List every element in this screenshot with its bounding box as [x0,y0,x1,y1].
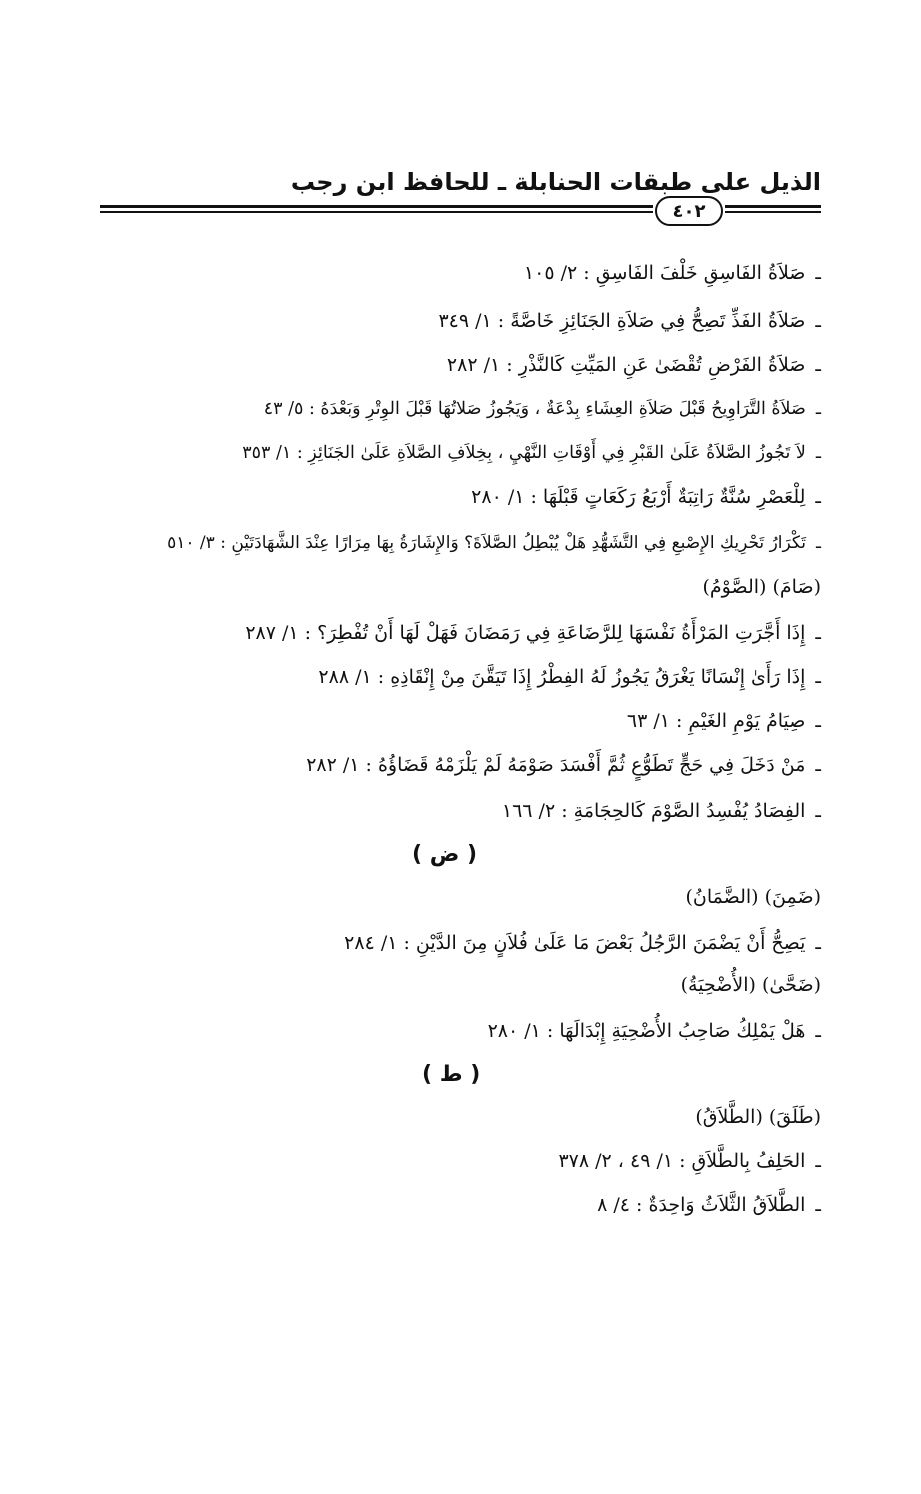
page-number: ٤٠٢ [655,196,723,226]
root-heading: (ضَمِنَ) (الضَّمَانُ) [685,886,821,908]
index-entry [245,618,821,648]
rule-line [100,205,653,208]
rule-line [725,205,821,208]
bullet: ـ [815,622,821,644]
entry-text: إِذَا أَجَّرَتِ المَرْأَةُ نَفْسَهَا لِلرَّضَاعَةِ فِي رَمَضَانَ فَهَلْ لَهَا أَنْ تُفْطِرَ؟ : ١/ ٢٨٧ [245,622,806,644]
index-entry [558,1146,821,1176]
index-entry [438,306,821,336]
entry-text: صَلاَةُ الفَاسِقِ خَلْفَ الفَاسِقِ : ٢/ ١٠٥ [523,262,806,284]
bullet: ـ [815,354,821,376]
index-entry [488,1016,821,1046]
entry-text: الحَلِفُ بِالطَّلاَقِ : ١/ ٤٩ ، ٢/ ٣٧٨ [558,1150,806,1172]
header-rule-right [725,205,821,217]
index-entry [597,1190,821,1220]
rule-line [100,211,653,213]
entry-text: إِذَا رَأَىٰ إِنْسَانًا يَغْرَقُ يَجُوزُ لَهُ الفِطْرُ إِذَا تَيَقَّنَ مِنْ إِنْقَاذِهِ : ١/ ٢٨٨ [318,666,806,688]
entry-text: صَلاَةُ الفَرْضِ تُقْضَىٰ عَنِ المَيِّتِ كَالنَّذْرِ : ١/ ٢٨٢ [446,354,806,376]
bullet: ـ [815,1194,821,1216]
entry-text: صَلاَةُ الفَذِّ تَصِحُّ فِي صَلاَةِ الجَنَائِزِ خَاصَّةً : ١/ ٣٤٩ [438,310,806,332]
index-entry [306,750,821,780]
running-title: الذيل على طبقات الحنابلة ـ للحافظ ابن رجب [290,168,821,196]
entry-text: الطَّلاَقُ الثَّلاَثُ وَاحِدَةٌ : ٤/ ٨ [597,1194,806,1216]
index-entry [167,528,821,558]
entry-text: يَصِحُّ أَنْ يَضْمَنَ الرَّجُلُ بَعْضَ مَا عَلَىٰ فُلاَنٍ مِنَ الدَّيْنِ : ١/ ٢٨٤ [344,932,806,954]
entry-text: صِيَامُ يَوْمِ الغَيْمِ : ١/ ٦٣ [626,710,806,732]
index-entry [344,928,821,958]
root-heading: (صَامَ) (الصَّوْمُ) [702,576,821,598]
index-entry [471,482,821,512]
rule-line [725,211,821,213]
bullet: ـ [815,666,821,688]
section-letter-dad: ( ض ) [412,842,478,867]
entry-text: هَلْ يَمْلِكُ صَاحِبُ الأُضْحِيَةِ إِبْدَالَهَا : ١/ ٢٨٠ [487,1020,806,1042]
index-entry [264,394,821,424]
index-entry [242,438,821,468]
bullet: ـ [815,310,821,332]
bullet: ـ [815,1150,821,1172]
root-heading: (ضَحَّىٰ) (الأُضْحِيَةُ) [680,974,821,996]
entry-text: تَكْرَارُ تَحْرِيكِ الإِصْبعِ فِي التَّشَهُّدِ هَلْ يُبْطِلُ الصَّلاَةَ؟ وَالإِشَارَةُ بِهَا مِرَارًا عِنْدَ الشَّهَادَتَيْنِ : ٣/ ٥١٠ [167,533,807,553]
bullet: ـ [815,800,821,822]
bullet: ـ [815,399,821,419]
bullet: ـ [815,1020,821,1042]
index-entry [627,706,821,736]
bullet: ـ [815,486,821,508]
entry-text: مَنْ دَخَلَ فِي حَجٍّ تَطَوُّعٍ ثُمَّ أَفْسَدَ صَوْمَهُ لَمْ يَلْزَمْهُ قَضَاؤُهُ : ١/ ٢٨٢ [306,754,806,776]
index-entry [447,350,821,380]
bullet: ـ [815,262,821,284]
index-entry [318,662,821,692]
section-letter-ta: ( ط ) [422,1062,481,1087]
root-heading: (طَلَقَ) (الطَّلاَقُ) [695,1106,821,1128]
entry-text: الفِصَادُ يُفْسِدُ الصَّوْمَ كَالحِجَامَةِ : ٢/ ١٦٦ [501,800,806,822]
entry-text: لاَ تَجُوزُ الصَّلاَةُ عَلَىٰ القَبْرِ فِي أَوْقَاتِ النَّهْيِ ، بِخِلاَفِ الصَّلاَةِ عَلَىٰ الجَنَائِزِ : ١/ ٣٥٣ [242,443,806,463]
bullet: ـ [816,533,821,553]
bullet: ـ [815,754,821,776]
bullet: ـ [815,443,821,463]
entry-text: صَلاَةُ التَّرَاوِيحُ قَبْلَ صَلاَةِ العِشَاءِ بِدْعَةٌ ، وَيَجُوزُ صَلاتُهَا قَبْلَ الوِتْرِ وَبَعْدَهُ : ٥/ ٤٣ [263,399,806,419]
entry-text: لِلْعَصْرِ سُنَّةٌ رَاتِبَةٌ أَرْبَعُ رَكَعَاتٍ قَبْلَهَا : ١/ ٢٨٠ [471,486,806,508]
index-entry [524,258,821,288]
bullet: ـ [815,710,821,732]
bullet: ـ [815,932,821,954]
header-rule-left [100,205,653,217]
index-entry [502,796,821,826]
